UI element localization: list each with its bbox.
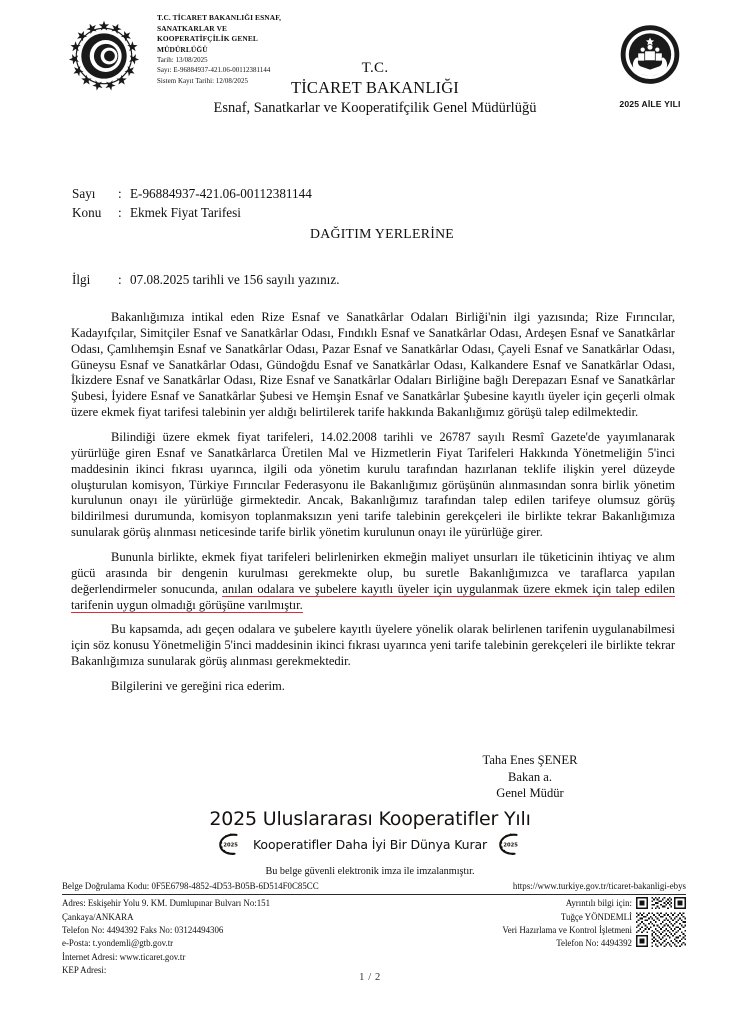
electronic-signature-note: Bu belge güvenli elektronik imza ile imzalanmıştır. (265, 866, 475, 877)
turkish-ministry-of-trade-emblem (62, 14, 146, 98)
header-org-line-2: SANATKARLAR VE (157, 23, 228, 33)
meta-row-ilgi (72, 272, 340, 288)
meta-row-sayi (72, 184, 312, 203)
ministry-title-block (150, 60, 600, 117)
body-closing-line: Bilgilerini ve gereğini rica ederim. (111, 679, 285, 694)
header-org-line-3: KOOPERATİFÇİLİK GENEL (157, 34, 258, 44)
contact-role: Veri Hazırlama ve Kontrol İşletmeni (502, 925, 632, 936)
header-date: Tarih: 13/08/2025 (157, 56, 208, 64)
header-org-line-1: T.C. TİCARET BAKANLIĞI ESNAF, (157, 13, 282, 22)
verification-code: Belge Doğrulama Kodu: 0F5E6798-4852-4D53-B05B-6D514F0C85CC (62, 881, 319, 891)
contact-phone: Telefon No: 4494392 (556, 938, 632, 949)
sayi-label: Sayı (72, 186, 96, 201)
wreath-left-icon (217, 831, 243, 857)
footer-address-block (62, 897, 270, 977)
contact-name: Tuğçe YÖNDEMLİ (560, 911, 632, 922)
document-meta-fields (72, 184, 312, 222)
cooperatives-year-banner (0, 808, 740, 877)
ilgi-value: 07.08.2025 tarihli ve 156 sayılı yazınız. (130, 272, 340, 287)
family-emblem-caption: 2025 AİLE YILI (619, 99, 681, 109)
wreath-left-year: 2025 (223, 842, 238, 849)
cooperatives-year-title: 2025 Uluslararası Kooperatifler Yılı (209, 808, 531, 830)
footer-address-line-1: Adres: Eskişehir Yolu 9. KM. Dumlupınar Bulvarı No:151 (62, 898, 271, 909)
footer-email-line: e-Posta: t.yondemli@gtb.gov.tr (62, 938, 174, 949)
body-paragraph-4: Bu kapsamda, adı geçen odalara ve şubelere kayıtlı üyelere yönelik olarak belirlenen tarifenin uygulanabilmesi için söz konusu Yönetmeliğin 5'inci maddesinin ikinci fıkrası uyarınca yeni tarife talebinin gerekçeleri ile birlikte tekrar Bakanlığımıza sunularak görüş alınması gerekmektedir. (71, 622, 675, 669)
footer-phone-line: Telefon No: 4494392 Faks No: 03124494306 (62, 925, 224, 936)
footer-address-line-2: Çankaya/ANKARA (62, 911, 134, 922)
header-sayi: Sayı: E-96884937-421.06-00112381144 (157, 67, 271, 75)
footer-kep-line: KEP Adresi: (62, 965, 107, 976)
footer-verification-row (62, 880, 686, 895)
cooperatives-year-subtitle: Kooperatifler Daha İyi Bir Dünya Kurar (252, 836, 488, 852)
body-paragraph-3 (71, 550, 675, 613)
year-of-the-family-2025-emblem (602, 22, 698, 109)
wreath-right-year: 2025 (503, 842, 518, 849)
document-header (0, 0, 740, 130)
distribution-recipient: DAĞITIM YERLERİNE (309, 226, 455, 241)
footer-web-line: İnternet Adresi: www.ticaret.gov.tr (62, 951, 186, 962)
signer-name: Taha Enes ŞENER (482, 753, 578, 767)
paragraph-3-red-underlined-text: anılan odalara ve şubelere kayıtlı üyeler için uygulanmak üzere ekmek için talep edilen tarifenin uygun olmadığı görüşüne varılmıştır. (71, 581, 676, 612)
footer-contact-text (502, 897, 632, 950)
document-footer (62, 880, 686, 978)
footer-contact-block (502, 897, 686, 977)
ilgi-label: İlgi (72, 272, 91, 287)
meta-row-konu (72, 203, 312, 222)
title-directorate: Esnaf, Sanatkarlar ve Kooperatifçilik Genel Müdürlüğü (213, 100, 537, 116)
konu-value: Ekmek Fiyat Tarifesi (130, 205, 241, 221)
header-system-date: Sistem Kayıt Tarihi: 12/08/2025 (157, 77, 248, 85)
sayi-colon: : (118, 186, 122, 201)
page-number: 1 / 2 (359, 972, 381, 983)
body-paragraph-1: Bakanlığımıza intikal eden Rize Esnaf ve Sanatkârlar Odaları Birliği'nin ilgi yazısında; Rize Fırıncılar, Kadayıfçılar, Simitçiler Esnaf ve Sanatkârlar Odası, Fındıklı Esnaf ve Sanatkârlar Odası, Ardeşen Esnaf ve Sanatkârlar Odası, Çamlıhemşin Esnaf ve Sanatkârlar Odası, Pazar Esnaf ve Sanatkârlar Odası, Çayeli Esnaf ve Sanatkârlar Odası, Güneysu Esnaf ve Sanatkârlar Odası, Gündoğdu Esnaf ve Sanatkârlar Odası, Kalkandere Esnaf ve Sanatkârlar Odası, İkizdere Esnaf ve Sanatkârlar Odası, Rize Esnaf ve Sanatkârlar Odaları Birliğine bağlı Derepazarı Esnaf ve Sanatkârlar Şubesi, İyidere Esnaf ve Sanatkârlar Şubesi ve Hemşin Esnaf ve Sanatkârlar Şubesine kayıtlı üyeler için geçerli olmak üzere ekmek fiyat tarifesi talebinin yer aldığı belirtilerek tarife hakkında Bakanlığımız görüşü talep edilmektedir. (71, 310, 675, 420)
sayi-value: E-96884937-421.06-00112381144 (130, 186, 312, 201)
cooperatives-year-subtitle-row (0, 831, 740, 857)
contact-title: Ayrıntılı bilgi için: (565, 898, 632, 909)
ilgi-colon: : (118, 272, 122, 287)
family-emblem-icon (609, 22, 691, 92)
qr-code (636, 897, 686, 947)
wreath-right-icon (497, 831, 523, 857)
document-body (71, 310, 675, 703)
footer-columns (62, 897, 686, 977)
title-tc: T.C. (361, 60, 389, 76)
body-paragraph-2: Bilindiği üzere ekmek fiyat tarifeleri, 14.02.2008 tarihli ve 26787 sayılı Resmî Gazete'de yayımlanarak yürürlüğe giren Esnaf ve Sanatkârlarca Üretilen Mal ve Hizmetlerin Fiyat Tarifeleri Hakkında Yönetmeliğin 5'inci maddesinin ikinci fıkrası uyarınca, ilgili oda yönetim kurulu tarafından hazırlanan teklife ilişkin yerel düzeyde oluşturulan komisyon, Türkiye Fırıncılar Federasyonu ile Bakanlığımız görüşünün alınmasından sonra birlik yönetim kurulunun onayı ile yürürlüğe girmektedir. Ancak, Bakanlığımız tarafından talep edilen tarifeye olumsuz görüş bildirilmesi durumunda, komisyon toplanmaksızın yeni tarife talebinin gerekçeleri ile birlikte tekrar Bakanlığımıza sunularak görüş alınması neticesinde tarife birlik yönetim kurulunun onayı ile yürürlüğe girer. (71, 430, 675, 540)
konu-colon: : (118, 205, 122, 221)
verification-url[interactable]: https://www.turkiye.gov.tr/ticaret-bakanligi-ebys (512, 881, 686, 891)
title-ministry: TİCARET BAKANLIĞI (291, 78, 459, 97)
signature-block (430, 752, 630, 802)
paragraph-3-text: Bununla birlikte, ekmek fiyat tarifeleri belirlenirken ekmeğin maliyet unsurları ile tüketicinin ihtiyaç ve alım gücü arasında bir dengenin kurulması gerekmekte olup, bu suretle Bakanlığımızca ve taraflarca yapılan değerlendirmeler sonucunda, (71, 550, 675, 596)
signer-title-1: Bakan a. (507, 769, 553, 784)
header-org-line-4: MÜDÜRLÜĞÜ (157, 45, 208, 55)
konu-label: Konu (72, 205, 102, 221)
signer-title-2: Genel Müdür (496, 786, 564, 801)
